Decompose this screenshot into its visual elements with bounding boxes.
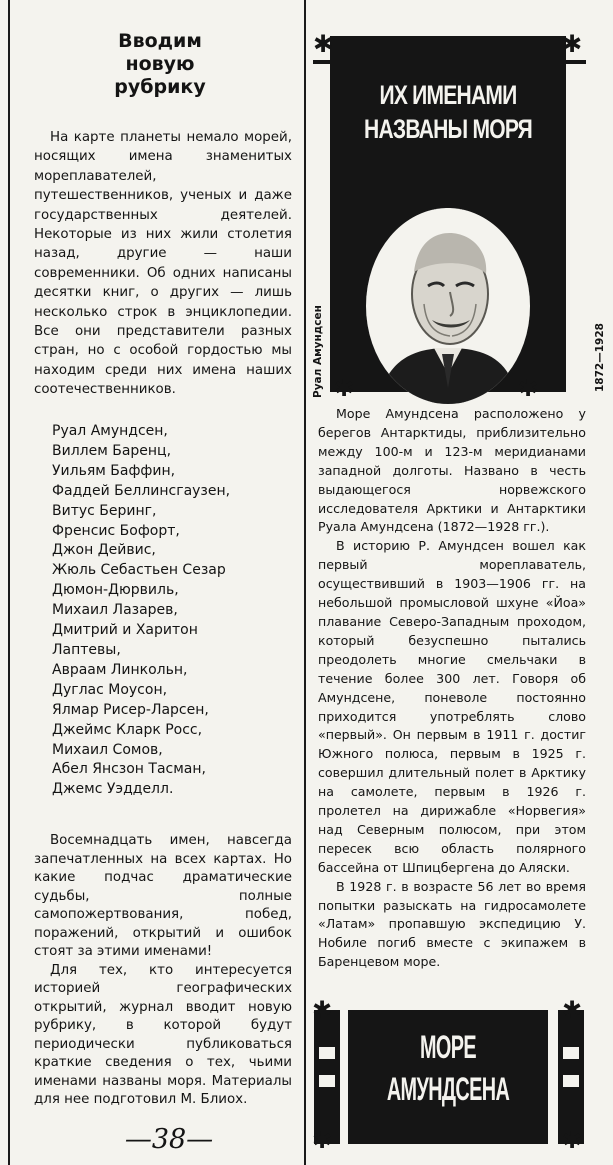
name-list-item: Руал Амундсен, xyxy=(52,423,168,439)
article-body xyxy=(318,405,586,972)
ornament-star-icon: ✱ xyxy=(562,1126,583,1154)
name-list-item: Витус Беринг, xyxy=(52,502,157,519)
ornament-star-icon: ✱ xyxy=(518,374,539,402)
ornament-box-icon xyxy=(560,1072,582,1090)
outro-paragraph-1: Восемнадцать имен, навсегда запечатленных на всех картах. Но какие подчас драматические судьбы, полные самопожертвования, побед, поражений, открытий и ошибок стоят за этими именами! xyxy=(34,833,292,959)
article-paragraph-3: В 1928 г. в возрасте 56 лет во время попытки разыскать на гидросамолете «Латам» пропавшую экспедицию У. Нобиле погиб вместе с экипажем в Баренцевом море. xyxy=(318,878,586,970)
name-list-item: Уильям Баффин, xyxy=(52,462,176,479)
portrait-caption-name: Руал Амундсен xyxy=(312,305,324,398)
ornament-star-icon: ✱ xyxy=(562,996,583,1024)
page-number: —38— xyxy=(124,1124,214,1155)
name-list-item: Михаил Лазарев, xyxy=(52,602,178,619)
series-title xyxy=(356,78,540,146)
outro-text-block xyxy=(34,832,292,1110)
name-list-item: Дмитрий и Харитон xyxy=(52,622,198,639)
series-title-line-2: НАЗВАНЫ МОРЯ xyxy=(364,114,532,144)
name-list-item: Дуглас Моусон, xyxy=(52,681,168,698)
outro-paragraph-2: Для тех, кто интересуется историей географических открытий, журнал вводит новую рубрику, в которой будут периодически публиковаться краткие сведения о тех, чьими именами названы моря. Материалы для нее подготовил М. Блиох. xyxy=(34,962,292,1107)
ornament-box-icon xyxy=(560,1044,582,1062)
ornament-star-icon: ✱ xyxy=(313,30,334,58)
name-list-item: Жюль Себастьен Сезар xyxy=(52,562,226,579)
sea-title xyxy=(386,1026,510,1110)
ornament-star-icon: ✱ xyxy=(334,374,355,402)
name-list-item: Виллем Баренц, xyxy=(52,442,172,459)
rubric-heading: Вводим новую рубрику xyxy=(114,30,206,98)
series-header xyxy=(308,30,588,402)
ornament-star-icon: ✱ xyxy=(312,996,333,1024)
ornament-box-icon xyxy=(316,1044,338,1062)
article-paragraph-2: В историю Р. Амундсен вошел как первый мореплаватель, осуществивший в 1903—1906 гг. на небольшой промысловой шхуне «Йоа» плавание Северо-Западным проходом, который безуспешно пытались преодолеть многие смельчаки в течение более 300 лет. Говоря об Амундсене, поневоле постоянно приходится употреблять слово «первый». Он первым в 1911 г. достиг Южного полюса, первым в 1925 г. совершил длительный полет в Арктику на самолете, первым в 1926 г. пролетел на дирижабле «Норвегия» над Северным полюсом, при этом пересек всю область полярного бассейна от Шпицбергена до Аляски. xyxy=(318,538,586,875)
name-list-item: Лаптевы, xyxy=(52,641,121,658)
name-list-item: Фаддей Беллинсгаузен, xyxy=(52,482,231,499)
ornament-star-icon: ✱ xyxy=(562,30,583,58)
column-divider xyxy=(304,0,306,1165)
portrait-caption-years: 1872—1928 xyxy=(594,323,606,392)
name-list-item: Джемс Уэдделл. xyxy=(52,781,174,798)
intro-text-block xyxy=(34,128,292,400)
name-list-item: Михаил Сомов, xyxy=(52,741,163,758)
name-list-item: Ялмар Рисер-Ларсен, xyxy=(52,701,209,718)
name-list-item: Френсис Бофорт, xyxy=(52,522,180,539)
name-list-item: Абел Янсзон Тасман, xyxy=(52,761,206,778)
intro-paragraph: На карте планеты немало морей, носящих имена знаменитых мореплавателей, путешественников, ученых и даже государственных деятелей. Некоторые из них жили столетия назад, другие — наши современники. Об одних написаны десятки книг, о других — лишь несколько строк в энциклопедии. Все они представители разных стран, но с особой гордостью мы находим среди них имена наших соотечественников. xyxy=(34,130,292,398)
name-list-item: Дюмон-Дюрвиль, xyxy=(52,582,179,599)
portrait-illustration xyxy=(366,208,530,404)
ornament-star-icon: ✱ xyxy=(312,1126,333,1154)
frame-corner-icon xyxy=(560,60,586,86)
ornament-box-icon xyxy=(316,1072,338,1090)
portrait-frame xyxy=(366,208,530,404)
page-edge-rule xyxy=(8,0,10,1165)
sea-title-block xyxy=(308,998,590,1154)
series-title-line-1: ИХ ИМЕНАМИ xyxy=(379,80,517,110)
sea-title-line-2: АМУНДСЕНА xyxy=(386,1071,510,1107)
frame-corner-icon xyxy=(313,60,339,86)
name-list-item: Джон Дейвис, xyxy=(52,542,156,559)
names-list xyxy=(52,422,292,800)
name-list-item: Авраам Линкольн, xyxy=(52,661,188,678)
name-list-item: Джеймс Кларк Росс, xyxy=(52,721,203,738)
sea-title-line-1: МОРЕ xyxy=(420,1029,476,1065)
article-paragraph-1: Море Амундсена расположено у берегов Антарктиды, приблизительно между 100-м и 123-м меридианами западной долготы. Названо в честь выдающегося норвежского исследователя Арктики и Антарктики Руала Амундсена (1872—1928 гг.). xyxy=(318,406,586,535)
